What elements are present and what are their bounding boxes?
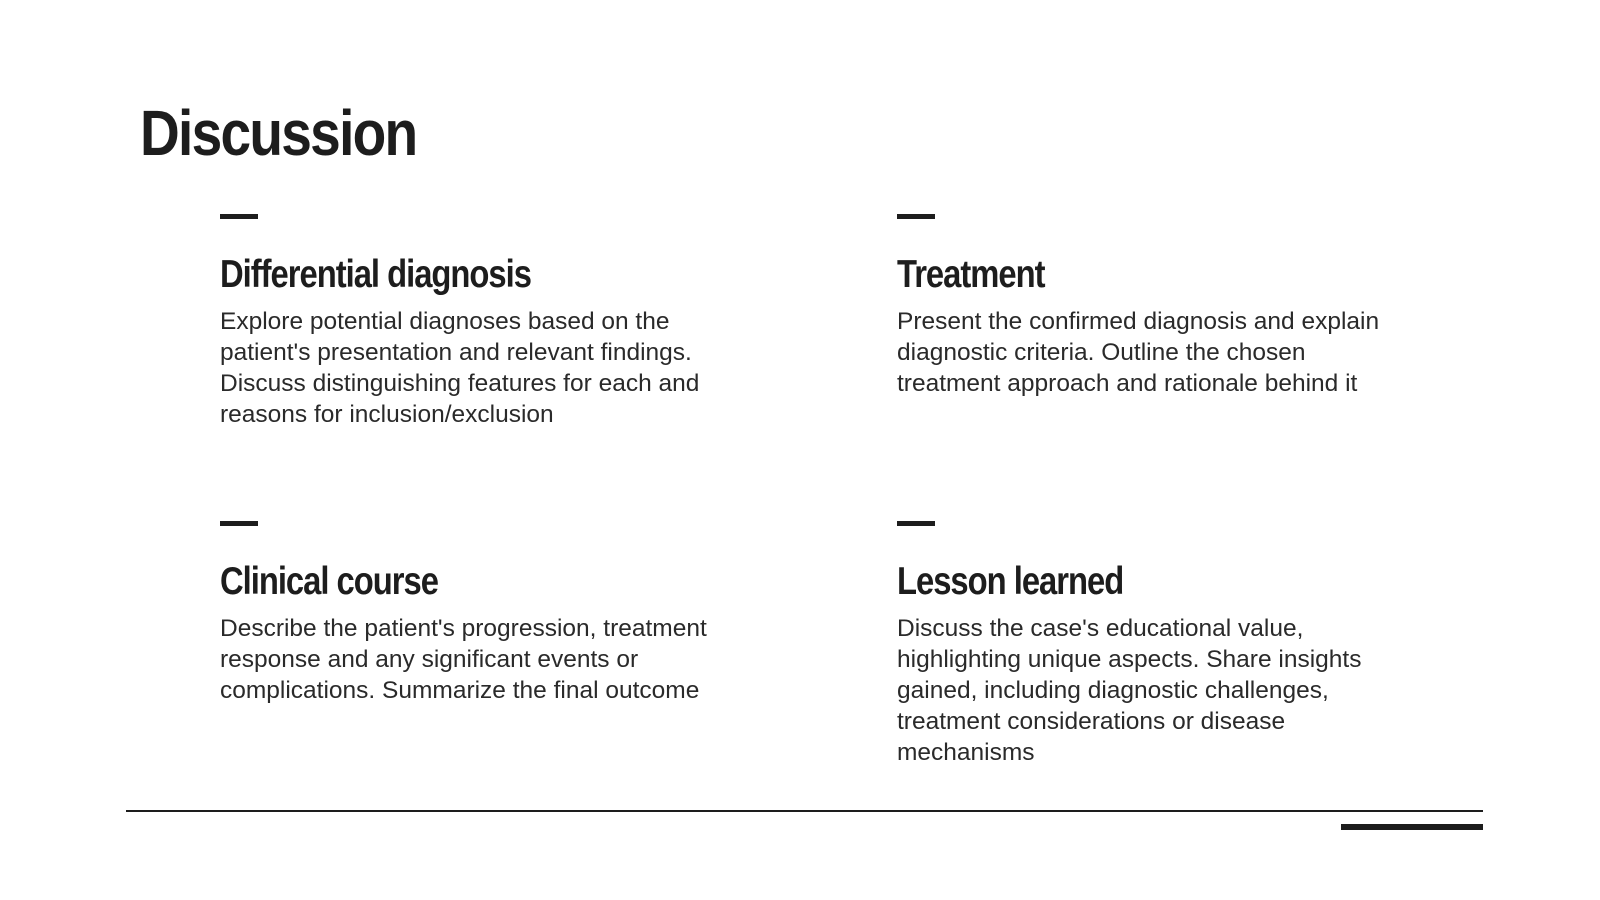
card-body: Describe the patient's progression, treatment response and any significant events or complications. Summarize the final outcome xyxy=(220,615,707,704)
card-body: Explore potential diagnoses based on the patient's presentation and relevant findings. Discuss distinguishing features for each and reasons for inclusion/exclusion xyxy=(220,308,700,428)
card-heading: Treatment xyxy=(897,253,1045,296)
card-heading: Differential diagnosis xyxy=(220,253,531,296)
card-heading: Lesson learned xyxy=(897,560,1124,603)
card-dash xyxy=(220,214,258,219)
card-body: Discuss the case's educational value, highlighting unique aspects. Share insights gained, including diagnostic challenges, treatment considerations or disease mechanisms xyxy=(897,615,1362,766)
card-heading: Clinical course xyxy=(220,560,438,603)
footer-accent-bar xyxy=(1341,824,1483,830)
card-body: Present the confirmed diagnosis and explain diagnostic criteria. Outline the chosen treatment approach and rationale behind it xyxy=(897,308,1380,397)
footer-divider xyxy=(126,810,1483,812)
card-dash xyxy=(220,521,258,526)
card-dash xyxy=(897,521,935,526)
slide-title: Discussion xyxy=(140,97,417,169)
card-dash xyxy=(897,214,935,219)
